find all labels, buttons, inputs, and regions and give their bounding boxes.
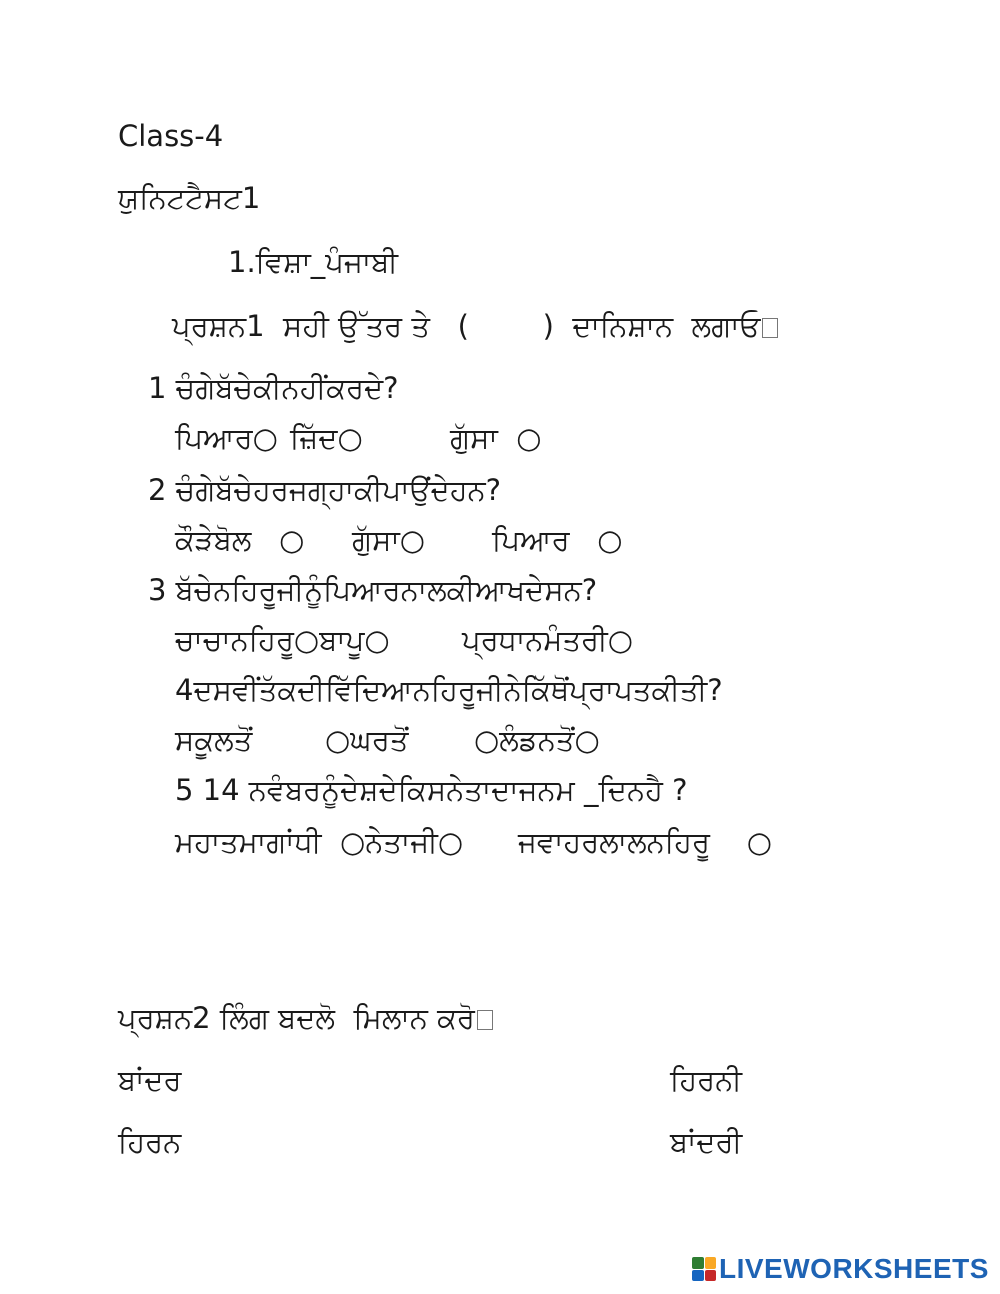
q1-item-4-option-1[interactable]: ਸਕੂਲਤੋਂ: [175, 723, 253, 757]
liveworksheets-logo-icon: [692, 1257, 716, 1281]
logo-square-4: [705, 1270, 717, 1282]
match-right-item-1[interactable]: ਹਿਰਨੀ: [670, 1063, 742, 1097]
checkbox-glyph-icon: [762, 318, 778, 338]
q1-item-1-option-3[interactable]: ਗੁੱਸਾ ○: [450, 421, 542, 455]
q1-heading: [172, 308, 778, 344]
q1-item-5-question: 5 14 ਨਵੰਬਰਨੂੰਦੇਸ਼ਦੇਕਿਸਨੇਤਾਦਾਜਨਮ _ਦਿਨਹੈ ?: [175, 773, 688, 807]
q1-item-2-option-2[interactable]: ਗੁੱਸਾ○: [352, 523, 426, 557]
match-left-item-2[interactable]: ਹਿਰਨ: [118, 1125, 182, 1159]
match-left-item-1[interactable]: ਬਾਂਦਰ: [118, 1063, 182, 1097]
q1-heading-text: ਪ੍ਰਸ਼ਨ1 ਸਹੀ ਉੱਤਰ ਤੇ ( ) ਦਾਨਿਸ਼ਾਨ ਲਗਾਓ: [172, 309, 761, 343]
q1-item-3-option-1[interactable]: ਚਾਚਾਨਹਿਰੂ○ਬਾਪੂ○: [175, 623, 390, 657]
q1-item-1-option-2[interactable]: ਜ਼ਿੱਦ○: [290, 421, 363, 455]
q1-item-3-option-2[interactable]: ਪ੍ਰਧਾਨਮੰਤਰੀ○: [462, 623, 634, 657]
logo-square-1: [692, 1257, 704, 1269]
logo-text: LIVEWORKSHEETS: [719, 1253, 989, 1284]
q2-heading-text: ਪ੍ਰਸ਼ਨ2 ਲਿੰਗ ਬਦਲੋ ਮਿਲਾਨ ਕਰੋ: [118, 1001, 475, 1035]
q1-item-4-option-3[interactable]: ○ਲੰਡਨਤੋਂ○: [474, 723, 600, 757]
class-label: Class-4: [118, 119, 224, 153]
q1-item-5-option-2[interactable]: ਜਵਾਹਰਲਾਲਨਹਿਰੂ ○: [518, 825, 773, 859]
q1-item-5-option-1[interactable]: ਮਹਾਤਮਾਗਾਂਧੀ ○ਨੇਤਾਜੀ○: [175, 825, 464, 859]
checkbox-glyph-icon: [477, 1010, 493, 1030]
logo-square-2: [705, 1257, 717, 1269]
logo-square-3: [692, 1270, 704, 1282]
q1-item-3-question: 3 ਬੱਚੇਨਹਿਰੂਜੀਨੂੰਪਿਆਰਨਾਲਕੀਆਖਦੇਸਨ?: [148, 573, 598, 607]
q1-item-2-question: 2 ਚੰਗੇਬੱਚੇਹਰਜਗ੍ਹਾਕੀਪਾਉਂਦੇਹਨ?: [148, 473, 502, 507]
match-right-item-2[interactable]: ਬਾਂਦਰੀ: [670, 1125, 743, 1159]
subject-title: 1.ਵਿਸ਼ਾ_ਪੰਜਾਬੀ: [228, 245, 399, 279]
q1-item-4-question: 4ਦਸਵੀਂਤੱਕਦੀਵਿੱਦਿਆਨਹਿਰੂਜੀਨੇਕਿੱਥੋਂਪ੍ਰਾਪਤਕੀਤੀ?: [175, 673, 723, 707]
q1-item-1-option-1[interactable]: ਪਿਆਰ○: [175, 421, 278, 455]
q1-item-1-question: 1 ਚੰਗੇਬੱਚੇਕੀਨਹੀਂਕਰਦੇ?: [148, 371, 399, 405]
q2-heading: [118, 1000, 493, 1036]
q1-item-2-option-1[interactable]: ਕੌੜੇਬੋਲ ○: [175, 523, 305, 557]
q1-item-2-option-3[interactable]: ਪਿਆਰ ○: [492, 523, 623, 557]
q1-item-4-option-2[interactable]: ○ਘਰਤੋਂ: [325, 723, 409, 757]
test-title: ਯੁਨਿਟਟੈਸਟ1: [118, 181, 261, 215]
liveworksheets-logo: [692, 1254, 989, 1284]
